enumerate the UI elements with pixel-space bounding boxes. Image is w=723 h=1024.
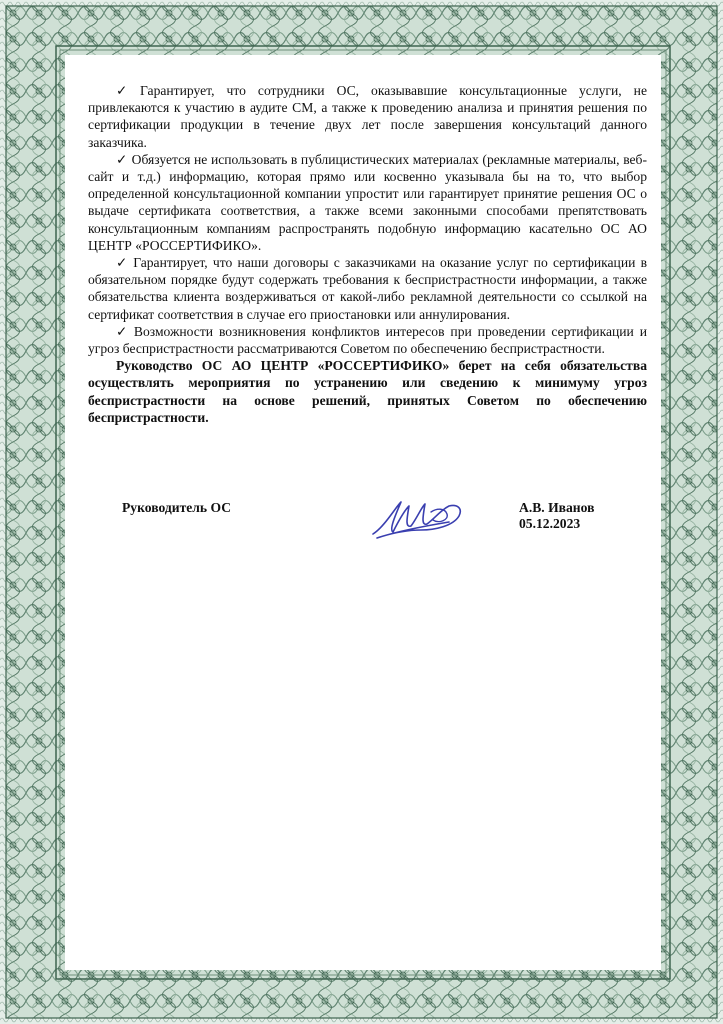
handwritten-signature	[365, 490, 475, 545]
paragraph-conflicts-review	[88, 323, 647, 357]
signatory-name: А.В. Иванов	[519, 500, 595, 515]
checkmark-icon: ✓	[116, 323, 130, 339]
paragraph-text: Обязуется не использовать в публицистических материалах (рекламные материалы, веб-сайт и т.д.) информацию, которая прямо или косвенно указывала бы на то, что выбор определенной консультационной компании упростит или гарантирует принятие решения ОС о выдаче сертификата соответствия, а также всеми законными способами препятствовать консультационным компаниям распространять подобную информацию касательно ОС АО ЦЕНТР «РОССЕРТИФИКО».	[88, 151, 648, 253]
checkmark-icon: ✓	[116, 255, 130, 271]
closing-statement: Руководство ОС АО ЦЕНТР «РОССЕРТИФИКО» берет на себя обязательства осуществлять мероприятия по устранению или сведению к минимуму угроз беспристрастности на основе решений, принятых Советом по обеспечению беспристрастности.	[88, 358, 647, 425]
signature-date: 05.12.2023	[519, 516, 581, 531]
paragraph-text: Гарантирует, что наши договоры с заказчиками на оказание услуг по сертификации в обязательном порядке будут содержать требования к беспристрастности информации, а также обязательства клиента воздерживаться от какой-либо рекламной деятельности со ссылкой на сертификат соответствия в случае его приостановки или аннулирования.	[88, 255, 647, 322]
signatory-role: Руководитель ОС	[122, 500, 232, 515]
paragraph-consultants-guarantee	[88, 82, 647, 151]
paragraph-text: Возможности возникновения конфликтов интересов при проведении сертификации и угроз беспристрастности рассматриваются Советом по обеспечению беспристрастности.	[88, 323, 648, 357]
paragraph-contracts-guarantee	[88, 254, 647, 323]
paragraph-publicity-commitment	[88, 151, 647, 254]
paragraph-text: Гарантирует, что сотрудники ОС, оказывавшие консультационные услуги, не привлекаются к участию в аудите СМ, а также к проведению анализа и принятия решения по сертификации продукции в течение двух лет после завершения консультаций данного заказчика.	[88, 83, 647, 150]
document-page	[65, 55, 661, 970]
checkmark-icon: ✓	[116, 151, 128, 167]
document-body	[88, 82, 647, 426]
checkmark-icon: ✓	[116, 83, 137, 98]
signatory-block	[519, 500, 594, 532]
